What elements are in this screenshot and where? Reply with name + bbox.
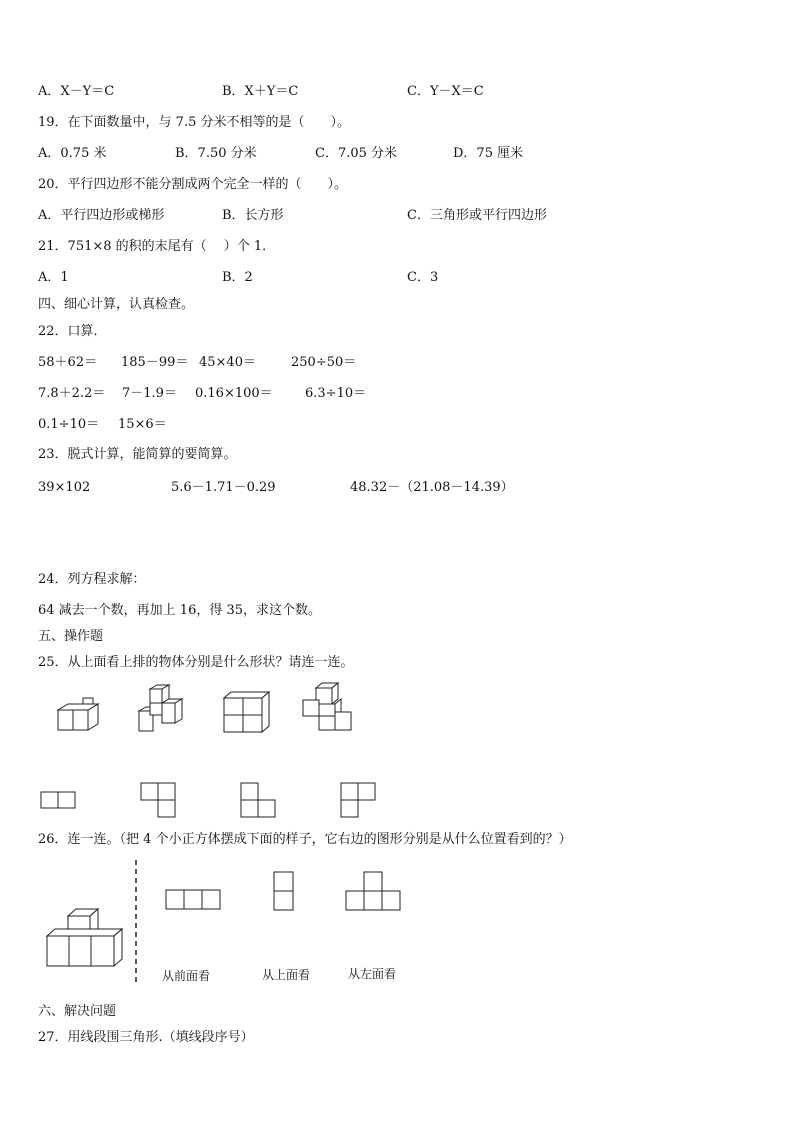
- q23-item-2: 5.6－1.71－0.29: [171, 480, 276, 495]
- q22-r1-c4: 250÷50＝: [291, 355, 357, 370]
- q20-option-c: C．三角形或平行四边形: [407, 208, 547, 223]
- q19-stem: 19．在下面数量中，与 7.5 分米不相等的是（ ）。: [38, 115, 350, 130]
- q26-cube-stack: [44, 908, 126, 970]
- q25-view-1: [40, 790, 80, 812]
- q25-object-4: [300, 682, 358, 734]
- q22-r2-c1: 7.8＋2.2＝: [38, 386, 106, 401]
- q18-option-a: A．X－Y＝C: [38, 84, 115, 99]
- q21-option-c: C．3: [407, 270, 439, 285]
- q25-view-3: [240, 782, 280, 822]
- q23-item-3: 48.32－（21.08－14.39）: [350, 480, 514, 495]
- q26-label-top: 从上面看: [262, 968, 311, 982]
- q20-option-a: A．平行四边形或梯形: [38, 208, 165, 223]
- q24-text: 64 减去一个数，再加上 16，得 35，求这个数。: [38, 603, 322, 618]
- q21-option-a: A．1: [38, 270, 69, 285]
- q18-option-b: B．X＋Y＝C: [222, 84, 299, 99]
- q20-stem: 20．平行四边形不能分割成两个完全一样的（ ）。: [38, 177, 348, 192]
- q22-r2-c4: 6.3÷10＝: [305, 386, 367, 401]
- q22-r1-c1: 58＋62＝: [38, 355, 98, 370]
- q26-label-front: 从前面看: [162, 969, 211, 983]
- q22-r1-c3: 45×40＝: [199, 355, 256, 370]
- q25-stem: 25．从上面看上排的物体分别是什么形状？请连一连。: [38, 655, 354, 670]
- q25-object-3: [221, 688, 273, 736]
- q22-stem: 22．口算．: [38, 324, 107, 339]
- section-6-heading: 六、解决问题: [38, 1004, 117, 1019]
- q25-view-2: [140, 782, 180, 822]
- q19-option-d: D．75 厘米: [453, 146, 524, 161]
- q22-r2-c2: 7－1.9＝: [122, 386, 177, 401]
- q23-item-1: 39×102: [38, 480, 91, 495]
- q27-stem: 27．用线段围三角形.（填线段序号）: [38, 1030, 254, 1045]
- q26-left-view: [345, 871, 405, 913]
- q19-option-a: A．0.75 米: [38, 146, 107, 161]
- q22-r2-c3: 0.16×100＝: [195, 386, 273, 401]
- q18-option-c: C．Y－X＝C: [407, 84, 484, 99]
- q20-option-b: B．长方形: [222, 208, 284, 223]
- section-5-heading: 五、操作题: [38, 629, 104, 644]
- q25-view-4: [340, 782, 380, 822]
- q22-r3-c2: 15×6＝: [118, 417, 167, 432]
- q25-object-1: [55, 695, 105, 735]
- q26-stem: 26．连一连。（把 4 个小正方体摆成下面的样子，它右边的图形分别是从什么位置看到的？）: [38, 832, 572, 847]
- q22-r3-c1: 0.1÷10＝: [38, 417, 100, 432]
- q24-stem: 24．列方程求解：: [38, 572, 146, 587]
- section-4-heading: 四、细心计算，认真检查。: [38, 297, 195, 312]
- q26-top-view: [273, 871, 297, 913]
- q25-object-2: [135, 685, 190, 737]
- q21-stem: 21．751×8 的积的末尾有（ ）个 1．: [38, 239, 276, 254]
- q26-dashed-divider: [134, 860, 138, 985]
- q19-option-c: C．7.05 分米: [315, 146, 398, 161]
- q26-front-view: [165, 889, 223, 911]
- q21-option-b: B．2: [222, 270, 253, 285]
- q19-option-b: B．7.50 分米: [175, 146, 257, 161]
- q22-r1-c2: 185－99＝: [121, 355, 189, 370]
- q26-label-left: 从左面看: [348, 967, 397, 981]
- q23-stem: 23．脱式计算，能简算的要简算。: [38, 447, 237, 462]
